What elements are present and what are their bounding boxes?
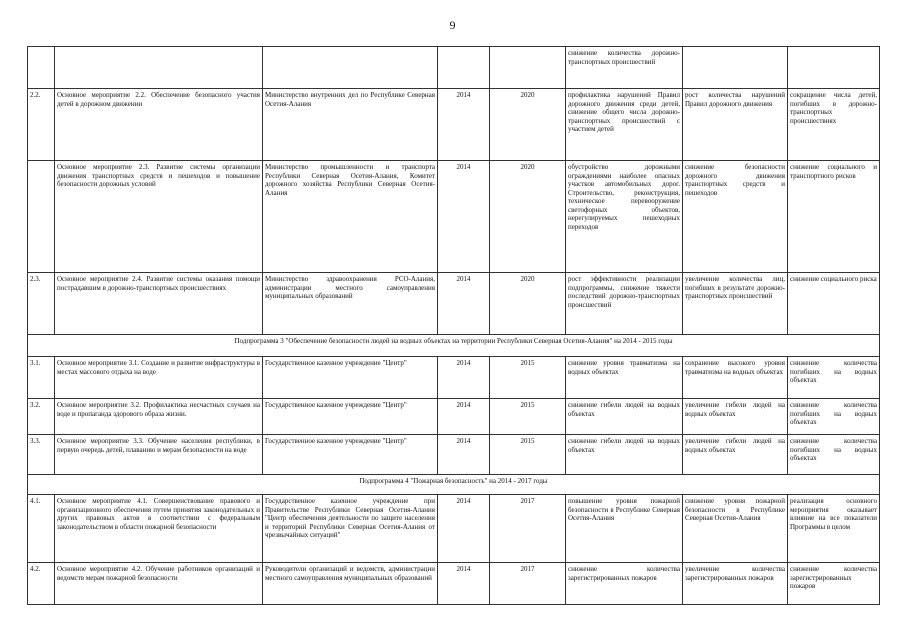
row-number-cell: 4.1. (28, 495, 55, 563)
executor-cell: Министерство промышленности и транспорта Республики Северная Осетия-Алания, Комитет дорожного хозяйства Республики Северная Осетия-Алания (263, 161, 438, 273)
indicator-link-cell: снижение социального и транспортного рисков (788, 161, 880, 273)
start-year-cell: 2014 (438, 495, 490, 563)
table-row (28, 273, 880, 335)
table-row (28, 435, 880, 475)
start-year-cell: 2014 (438, 273, 490, 335)
subprogram-title: Подпрограмма 4 "Пожарная безопасность" на 2014 - 2017 годы (28, 475, 880, 495)
end-year-cell: 2020 (490, 273, 566, 335)
measure-name-cell: Основное мероприятие 3.3. Обучение населения республики, в первую очередь детей, плаванию и мерам безопасности на воде (55, 435, 263, 475)
indicator-link-cell: сокращение числа детей, погибших в дорожно-транспортных происшествиях (788, 89, 880, 161)
start-year-cell: 2014 (438, 563, 490, 605)
non-implementation-consequence-cell: увеличение гибели людей на водных объектах (683, 435, 788, 475)
end-year-cell (490, 47, 566, 89)
non-implementation-consequence-cell: рост количества нарушений Правил дорожного движения (683, 89, 788, 161)
executor-cell: Государственное казенное учреждение "Центр" (263, 435, 438, 475)
non-implementation-consequence-cell: снижение безопасности дорожного движения транспортных средств и пешеходов (683, 161, 788, 273)
expected-result-cell: снижение гибели людей на водных объектах (566, 399, 683, 435)
expected-result-cell: рост эффективности реализации подпрограммы, снижение тяжести последствий дорожно-транспортных происшествий (566, 273, 683, 335)
start-year-cell: 2014 (438, 89, 490, 161)
executor-cell: Государственное казенное учреждение при Правительстве Республики Северная Осетия-Алания "Центр обеспечения деятельности по защите населения и территорий Республики Северная Осетия-Алания от чрезвычайных ситуаций" (263, 495, 438, 563)
executor-cell: Государственное казенное учреждение "Центр" (263, 357, 438, 399)
start-year-cell: 2014 (438, 399, 490, 435)
executor-cell: Министерство здравоохранения РСО-Алания, администрации местного самоуправления муниципальных образований (263, 273, 438, 335)
indicator-link-cell: снижение социального риска (788, 273, 880, 335)
program-table (27, 46, 880, 605)
row-number-cell: 3.2. (28, 399, 55, 435)
start-year-cell: 2014 (438, 435, 490, 475)
start-year-cell (438, 47, 490, 89)
row-number-cell: 2.2. (28, 89, 55, 161)
indicator-link-cell: снижение количества погибших на водных объектах (788, 357, 880, 399)
measure-name-cell: Основное мероприятие 3.1. Создание и развитие инфраструктуры в местах массового отдыха на воде (55, 357, 263, 399)
end-year-cell: 2017 (490, 563, 566, 605)
measure-name-cell: Основное мероприятие 3.2. Профилактика несчастных случаев на воде и пропаганда здорового образа жизни. (55, 399, 263, 435)
row-number-cell (28, 161, 55, 273)
indicator-link-cell: снижение количества погибших на водных объектах (788, 435, 880, 475)
measure-name-cell: Основное мероприятие 2.3. Развитие системы организации движения транспортных средств и пешеходов и повышение безопасности дорожных условий (55, 161, 263, 273)
table-row (28, 161, 880, 273)
executor-cell: Руководители организаций и ведомств, администрации местного самоуправления муниципальных образований (263, 563, 438, 605)
measure-name-cell: Основное мероприятие 4.2. Обучение работников организаций и ведомств мерам пожарной безопасности (55, 563, 263, 605)
table-row (28, 89, 880, 161)
non-implementation-consequence-cell: снижение уровня пожарной безопасности в Республике Северная Осетия-Алания (683, 495, 788, 563)
table-row (28, 399, 880, 435)
row-number-cell (28, 47, 55, 89)
non-implementation-consequence-cell (683, 47, 788, 89)
measure-name-cell: Основное мероприятие 2.2. Обеспечение безопасного участия детей в дорожном движении (55, 89, 263, 161)
end-year-cell: 2020 (490, 161, 566, 273)
expected-result-cell: повышение уровня пожарной безопасности в Республике Северная Осетия-Алания (566, 495, 683, 563)
table-row (28, 357, 880, 399)
indicator-link-cell (788, 47, 880, 89)
expected-result-cell: снижение количества дорожно-транспортных происшествий (566, 47, 683, 89)
row-number-cell: 2.3. (28, 273, 55, 335)
non-implementation-consequence-cell: увеличение количества зарегистрированных пожаров (683, 563, 788, 605)
table-row (28, 563, 880, 605)
executor-cell: Министерство внутренних дел по Республике Северная Осетия-Алания (263, 89, 438, 161)
row-number-cell: 3.1. (28, 357, 55, 399)
expected-result-cell: снижение гибели людей на водных объектах (566, 435, 683, 475)
subprogram-title: Подпрограмма 3 "Обеспечение безопасности людей на водных объектах на территории Республики Северная Осетия-Алания" на 2014 - 2015 годы (28, 335, 880, 357)
non-implementation-consequence-cell: увеличение количества лиц, погибших в результате дорожно-транспортных происшествий (683, 273, 788, 335)
indicator-link-cell: реализация основного мероприятия оказывает влияние на все показатели Программы в целом (788, 495, 880, 563)
non-implementation-consequence-cell: сохранение высокого уровня травматизма на водных объектах (683, 357, 788, 399)
end-year-cell: 2015 (490, 435, 566, 475)
start-year-cell: 2014 (438, 357, 490, 399)
non-implementation-consequence-cell: увеличение гибели людей на водных объектах (683, 399, 788, 435)
table-row (28, 47, 880, 89)
expected-result-cell: снижение уровня травматизма на водных объектах (566, 357, 683, 399)
executor-cell (263, 47, 438, 89)
end-year-cell: 2015 (490, 357, 566, 399)
measure-name-cell: Основное мероприятие 2.4. Развитие системы оказания помощи пострадавшим в дорожно-транспортных происшествиях (55, 273, 263, 335)
executor-cell: Государственное казенное учреждение "Центр" (263, 399, 438, 435)
end-year-cell: 2017 (490, 495, 566, 563)
indicator-link-cell: снижение количества зарегистрированных пожаров (788, 563, 880, 605)
indicator-link-cell: снижение количества погибших на водных объектах (788, 399, 880, 435)
expected-result-cell: профилактика нарушений Правил дорожного движения среди детей, снижение общего числа дорожно-транспортных происшествий с участием детей (566, 89, 683, 161)
table-row (28, 495, 880, 563)
subprogram-header-row (28, 335, 880, 357)
expected-result-cell: снижение количества зарегистрированных пожаров (566, 563, 683, 605)
measure-name-cell (55, 47, 263, 89)
measure-name-cell: Основное мероприятие 4.1. Совершенствование правового и организационного обеспечения путем принятия законодательных и других правовых актов в соответствии с федеральным законодательством в области пожарной безопасности (55, 495, 263, 563)
end-year-cell: 2015 (490, 399, 566, 435)
page-number: 9 (449, 18, 456, 32)
end-year-cell: 2020 (490, 89, 566, 161)
start-year-cell: 2014 (438, 161, 490, 273)
subprogram-header-row (28, 475, 880, 495)
row-number-cell: 3.3. (28, 435, 55, 475)
row-number-cell: 4.2. (28, 563, 55, 605)
expected-result-cell: обустройство дорожными ограждениями наиболее опасных участков автомобильных дорог. Строительство, реконструкция, техническое перевооружение светофорных объектов, нерегулируемых пешеходных переходов (566, 161, 683, 273)
